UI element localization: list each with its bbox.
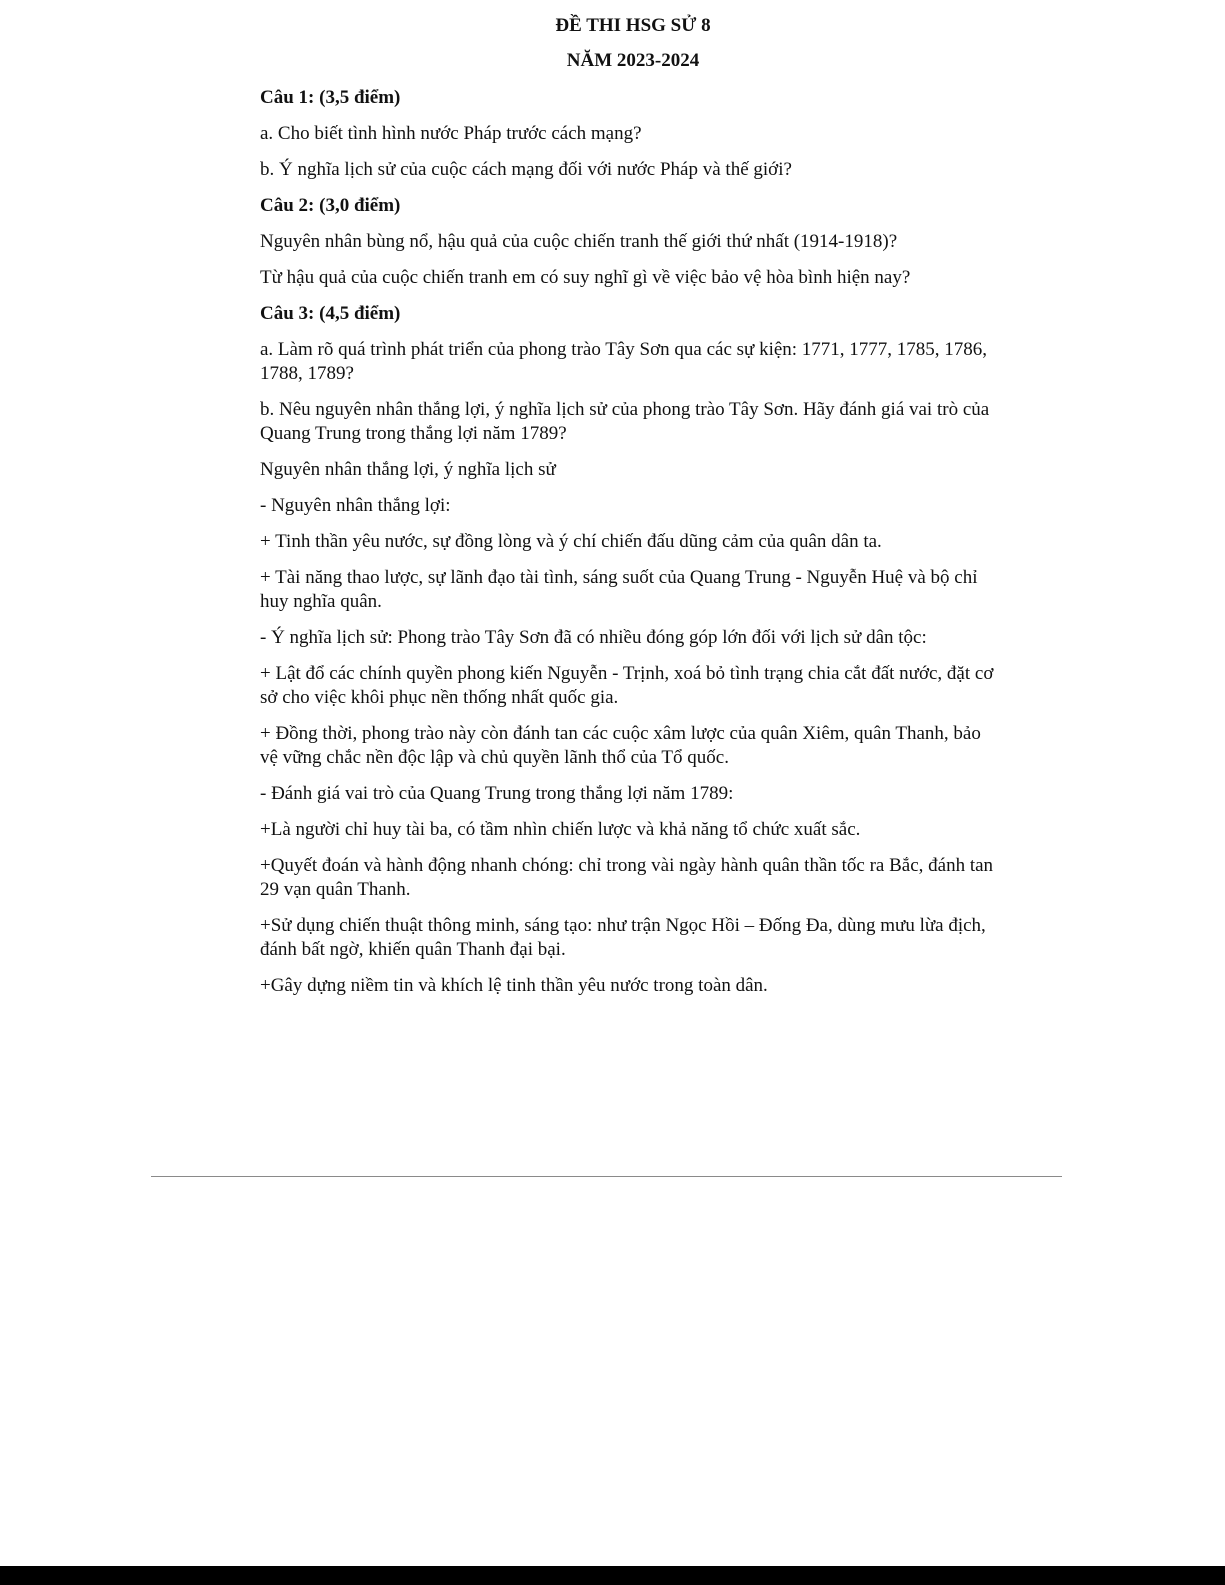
answer-meaning-1: + Lật đổ các chính quyền phong kiến Nguyễn - Trịnh, xoá bỏ tình trạng chia cắt đất nước, đặt cơ sở cho việc khôi phục nền thống nhất quốc gia.	[260, 663, 994, 708]
question-1a: a. Cho biết tình hình nước Pháp trước cách mạng?	[260, 123, 642, 144]
answer-meaning-heading: - Ý nghĩa lịch sử: Phong trào Tây Sơn đã có nhiều đóng góp lớn đối với lịch sử dân tộc:	[260, 627, 927, 648]
answer-role-1: +Là người chỉ huy tài ba, có tầm nhìn chiến lược và khả năng tổ chức xuất sắc.	[260, 819, 861, 840]
question-2-line-1: Nguyên nhân bùng nổ, hậu quả của cuộc chiến tranh thế giới thứ nhất (1914-1918)?	[260, 231, 898, 252]
answer-meaning-2: + Đồng thời, phong trào này còn đánh tan các cuộc xâm lược của quân Xiêm, quân Thanh, bảo vệ vững chắc nền độc lập và chủ quyền lãnh thổ của Tổ quốc.	[260, 723, 981, 768]
page-divider	[151, 1176, 1062, 1177]
question-2-heading: Câu 2: (3,0 điểm)	[260, 195, 401, 216]
answer-role-heading: - Đánh giá vai trò của Quang Trung trong thắng lợi năm 1789:	[260, 783, 734, 804]
answer-role-4: +Gây dựng niềm tin và khích lệ tinh thần yêu nước trong toàn dân.	[260, 975, 768, 996]
question-1-heading: Câu 1: (3,5 điểm)	[260, 87, 401, 108]
question-3-heading: Câu 3: (4,5 điểm)	[260, 303, 401, 324]
question-1b: b. Ý nghĩa lịch sử của cuộc cách mạng đối với nước Pháp và thế giới?	[260, 159, 792, 180]
answer-intro: Nguyên nhân thắng lợi, ý nghĩa lịch sử	[260, 459, 556, 480]
answer-role-2: +Quyết đoán và hành động nhanh chóng: chỉ trong vài ngày hành quân thần tốc ra Bắc, đánh tan 29 vạn quân Thanh.	[260, 855, 994, 900]
question-3a: a. Làm rõ quá trình phát triển của phong trào Tây Sơn qua các sự kiện: 1771, 1777, 1785, 1786, 1788, 1789?	[260, 339, 988, 384]
document-body	[260, 14, 1000, 1010]
document-year: NĂM 2023-2024	[566, 50, 700, 71]
answer-cause-2: + Tài năng thao lược, sự lãnh đạo tài tình, sáng suốt của Quang Trung - Nguyễn Huệ và bộ chỉ huy nghĩa quân.	[260, 567, 978, 612]
question-2-line-2: Từ hậu quả của cuộc chiến tranh em có suy nghĩ gì về việc bảo vệ hòa bình hiện nay?	[260, 267, 911, 288]
answer-cause-1: + Tinh thần yêu nước, sự đồng lòng và ý chí chiến đấu dũng cảm của quân dân ta.	[260, 531, 882, 552]
document-title: ĐỀ THI HSG SỬ 8	[555, 15, 711, 36]
question-3b: b. Nêu nguyên nhân thắng lợi, ý nghĩa lịch sử của phong trào Tây Sơn. Hãy đánh giá vai trò của Quang Trung trong thắng lợi năm 1789?	[260, 399, 990, 444]
answer-role-3: +Sử dụng chiến thuật thông minh, sáng tạo: như trận Ngọc Hồi – Đống Đa, dùng mưu lừa địch, đánh bất ngờ, khiến quân Thanh đại bại.	[260, 915, 986, 960]
answer-cause-heading: - Nguyên nhân thắng lợi:	[260, 495, 451, 516]
bottom-bar	[0, 1566, 1225, 1585]
